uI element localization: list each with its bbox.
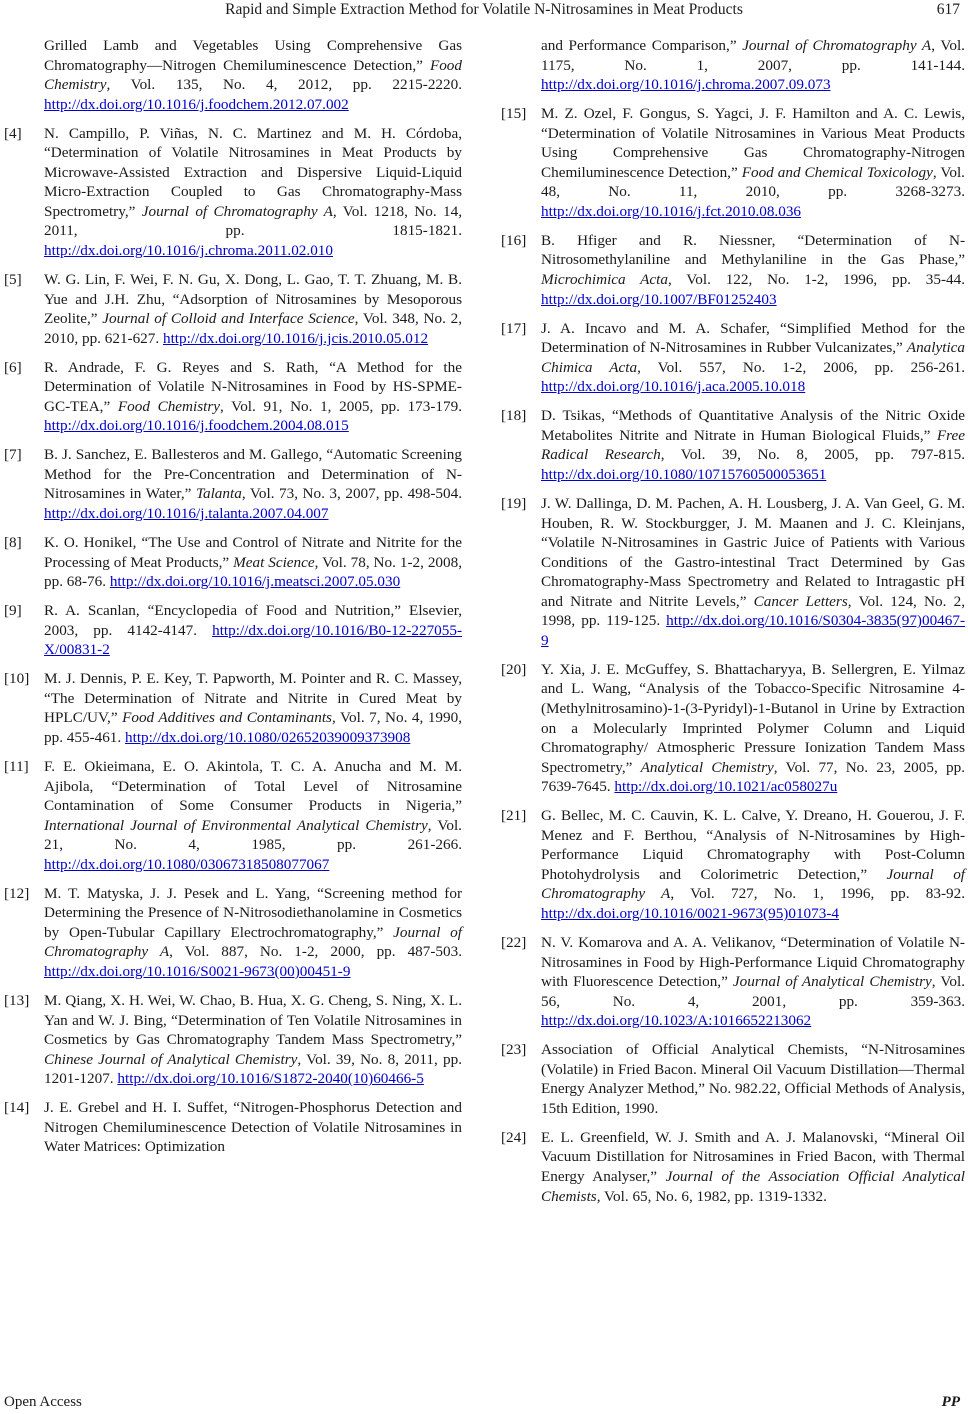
reference-number: [19] — [501, 494, 527, 512]
reference-text: , Vol. 56, No. 4, 2001, pp. 359-363. — [541, 973, 965, 1010]
journal-title: Microchimica Acta — [541, 271, 668, 289]
running-title: Rapid and Simple Extraction Method for Volatile N-Nitrosamines in Meat Products — [225, 1, 743, 18]
reference-text: Association of Official Analytical Chemists, “N-Nitrosamines (Volatile) in Fried Bacon. Mineral Oil Vacuum Distillation—Thermal Energy Analyzer Method,” No. 982.22, Official Methods of Analysis, 15th Edition, 1990. — [541, 1041, 965, 1117]
reference-text: J. E. Grebel and H. I. Suffet, “Nitrogen-Phosphorus Detection and Nitrogen Chemiluminescence Detection of Volatile Nitrosamines in Water Matrices: Optimization — [44, 1099, 462, 1156]
reference-number: [18] — [501, 407, 527, 425]
doi-link[interactable]: http://dx.doi.org/10.1016/j.chroma.2007.09.073 — [541, 76, 831, 94]
running-header — [0, 0, 968, 28]
reference-entry — [4, 124, 462, 261]
reference-entry — [4, 358, 462, 436]
reference-number: [13] — [4, 992, 30, 1010]
reference-text: , Vol. 135, No. 4, 2012, pp. 2215-2220. — [106, 76, 462, 94]
reference-entry — [501, 494, 965, 650]
reference-number: [14] — [4, 1099, 30, 1117]
doi-link[interactable]: http://dx.doi.org/10.1007/BF01252403 — [541, 290, 777, 308]
journal-title: Chinese Journal of Analytical Chemistry — [44, 1050, 298, 1068]
journal-title: Talanta — [195, 485, 242, 503]
reference-text: N. Campillo, P. Viñas, N. C. Martinez and M. H. Córdoba, “Determination of Volatile Nitrosamines in Meat Products by Microwave-Assisted Extraction and Dispersive Liquid-Liquid Micro-Extraction Coupled to Gas Chromatography-Mass Spectrometry,” — [44, 124, 462, 220]
reference-text: , Vol. 727, No. 1, 1996, pp. 83-92. — [670, 885, 965, 903]
reference-text: Grilled Lamb and Vegetables Using Comprehensive Gas Chromatography—Nitrogen Chemiluminescence Detection,” — [44, 37, 462, 74]
reference-number: [20] — [501, 660, 527, 678]
journal-title: Journal of Analytical Chemistry — [732, 973, 932, 991]
reference-entry — [4, 1098, 462, 1157]
reference-number: [5] — [4, 271, 22, 289]
reference-text: , Vol. 39, No. 8, 2005, pp. 797-815. — [660, 446, 965, 464]
reference-text: M. Qiang, X. H. Wei, W. Chao, B. Hua, X. G. Cheng, S. Ning, X. L. Yan and W. J. Bing, “Determination of Ten Volatile Nitrosamines in Cosmetics by Gas Chromatography Tandem Mass Spectrometry,” — [44, 992, 462, 1049]
reference-text: , Vol. 1218, No. 14, 2011, pp. 1815-1821. — [44, 202, 462, 240]
doi-link[interactable]: http://dx.doi.org/10.1016/j.meatsci.2007.05.030 — [109, 573, 401, 591]
reference-text: B. Hfiger and R. Niessner, “Determination of N-Nitrosomethylaniline and Methylaniline in the Gas Phase,” — [541, 231, 965, 269]
journal-title: Journal of Chromatography A — [141, 202, 333, 220]
footer-publisher-logo: PP — [941, 1394, 960, 1410]
reference-text: G. Bellec, M. C. Cauvin, K. L. Calve, Y. Dreano, H. Gouerou, J. F. Menez and F. Berthou, “Analysis of N-Nitrosamines by High-Performance Liquid Chromatography with Post-Column Photohydrolysis and Colorimetric Detection,” — [541, 807, 965, 883]
doi-link[interactable]: http://dx.doi.org/10.1016/S0021-9673(00)00451-9 — [44, 963, 351, 981]
doi-link[interactable]: http://dx.doi.org/10.1016/j.jcis.2010.05.012 — [162, 329, 429, 347]
reference-text: B. J. Sanchez, E. Ballesteros and M. Gallego, “Automatic Screening Method for the Pre-Concentration and Determination of N-Nitrosamines in Water,” — [44, 446, 462, 503]
reference-number: [6] — [4, 358, 22, 376]
reference-text: R. Andrade, F. G. Reyes and S. Rath, “A Method for the Determination of Volatile N-Nitrosamines in Food by HS-SPME-GC-TEA,” — [44, 358, 462, 415]
reference-number: [9] — [4, 602, 22, 620]
doi-link[interactable]: http://dx.doi.org/10.1021/ac058027u — [614, 778, 838, 796]
reference-text: J. A. Incavo and M. A. Schafer, “Simplified Method for the Determination of N-Nitrosamines in Rubber Vulcanizates,” — [541, 319, 965, 357]
reference-text: , Vol. 122, No. 1-2, 1996, pp. 35-44. — [667, 271, 965, 289]
reference-number: [21] — [501, 807, 527, 825]
doi-link[interactable]: http://dx.doi.org/10.1080/10715760500053651 — [541, 465, 827, 483]
reference-number: [4] — [4, 124, 22, 142]
doi-link[interactable]: http://dx.doi.org/10.1080/02652039009373908 — [125, 729, 411, 746]
reference-number: [17] — [501, 319, 527, 337]
reference-entry — [501, 319, 965, 397]
journal-title: Journal of Chromatography A — [44, 923, 462, 961]
reference-text: , Vol. 348, No. 2, 2010, pp. 621-627. — [44, 310, 462, 347]
reference-entry — [501, 104, 965, 221]
reference-number: [10] — [4, 670, 30, 688]
reference-text: W. G. Lin, F. Wei, F. N. Gu, X. Dong, L. Gao, T. T. Zhuang, M. B. Yue and J.H. Zhu, “Adsorption of Nitrosamines by Mesoporous Zeolite,” — [44, 271, 462, 328]
reference-entry — [501, 660, 965, 797]
reference-text: M. J. Dennis, P. E. Key, T. Papworth, M. Pointer and R. C. Massey, “The Determination of Nitrate and Nitrite in Cured Meat by HPLC/UV,” — [44, 670, 462, 727]
reference-text: R. A. Scanlan, “Encyclopedia of Food and Nutrition,” Elsevier, 2003, pp. 4142-4147. — [44, 602, 462, 639]
reference-text: Y. Xia, J. E. McGuffey, S. Bhattacharyya, B. Sellergren, E. Yilmaz and L. Wang, “Analysis of the Tobacco-Specific Nitrosamine 4-(Methylnitrosamino)-1-(3-Pyridyl)-1-Butanol in Urine by Extraction on a Molecularly Imprinted Polymer Column and Liquid Chromatography/ Atmospheric Pressure Ionization Tandem Mass Spectrometry,” — [541, 660, 965, 776]
reference-text: , Vol. 887, No. 1-2, 2000, pp. 487-503. — [169, 943, 462, 961]
reference-entry — [4, 445, 462, 523]
doi-link[interactable]: http://dx.doi.org/10.1016/B0-12-227055-X/00831-2 — [44, 621, 462, 659]
reference-entry — [4, 270, 462, 348]
journal-title: Free Radical Research — [541, 426, 965, 464]
reference-text: and Performance Comparison,” — [541, 37, 743, 54]
journal-title: Analytica Chimica Acta — [541, 339, 965, 376]
doi-link[interactable]: http://dx.doi.org/10.1016/j.aca.2005.10.018 — [541, 378, 806, 396]
reference-text: , Vol. 557, No. 1-2, 2006, pp. 256-261. — [637, 358, 965, 376]
journal-title: Cancer Letters — [753, 592, 848, 610]
journal-title: Analytical Chemistry — [640, 758, 774, 776]
reference-number: [12] — [4, 884, 30, 902]
reference-entry — [501, 1040, 965, 1118]
reference-text: , Vol. 91, No. 1, 2005, pp. 173-179. — [220, 397, 462, 415]
reference-text: K. O. Honikel, “The Use and Control of Nitrate and Nitrite for the Processing of Meat Products,” — [44, 534, 462, 571]
reference-text: , Vol. 48, No. 11, 2010, pp. 3268-3273. — [541, 163, 965, 201]
reference-text: , Vol. 7, No. 4, 1990, pp. 455-461. — [44, 709, 463, 746]
journal-title: Food Chemistry — [44, 56, 462, 94]
references-column-right — [501, 36, 965, 1216]
reference-text: E. L. Greenfield, W. J. Smith and A. J. Malanovski, “Mineral Oil Vacuum Distillation for Nitrosamines in Fried Bacon, with Thermal Energy Analyser,” — [541, 1128, 965, 1185]
reference-text: D. Tsikas, “Methods of Quantitative Analysis of the Nitric Oxide Metabolites Nitrite and Nitrate in Human Biological Fluids,” — [541, 407, 965, 444]
reference-entry — [4, 884, 462, 982]
reference-number: [8] — [4, 534, 22, 552]
doi-link[interactable]: http://dx.doi.org/10.1016/0021-9673(95)01073-4 — [541, 904, 839, 922]
reference-number: [7] — [4, 446, 22, 464]
journal-title: Food Additives and Contaminants — [122, 709, 332, 727]
doi-link[interactable]: http://dx.doi.org/10.1016/S1872-2040(10)60466-5 — [117, 1070, 424, 1088]
reference-number: [15] — [501, 105, 527, 123]
reference-entry — [501, 1128, 965, 1206]
reference-number: [11] — [4, 758, 29, 776]
journal-title: Journal of Chromatography A — [742, 37, 932, 54]
reference-number: [24] — [501, 1128, 527, 1146]
page-number: 617 — [936, 1, 960, 18]
reference-number: [16] — [501, 231, 527, 249]
reference-text: , Vol. 21, No. 4, 1985, pp. 261-266. — [44, 816, 462, 854]
doi-link[interactable]: http://dx.doi.org/10.1023/A:1016652213062 — [541, 1012, 812, 1030]
doi-link[interactable]: http://dx.doi.org/10.1016/S0304-3835(97)00467-9 — [541, 612, 965, 649]
reference-entry — [4, 36, 462, 114]
reference-text: M. Z. Ozel, F. Gongus, S. Yagci, J. F. Hamilton and A. C. Lewis, “Determination of Volatile Nitrosamines in Various Meat Products Using Comprehensive Gas Chromatography-Nitrogen Chemiluminescence Detection,” — [541, 105, 965, 181]
reference-number: [23] — [501, 1041, 527, 1059]
reference-text: , Vol. 124, No. 2, 1998, pp. 119-125. — [541, 592, 965, 630]
journal-title: Food Chemistry — [117, 397, 221, 415]
journal-title: Journal of Chromatography A — [541, 865, 966, 903]
reference-entry — [4, 601, 462, 660]
reference-entry — [501, 933, 965, 1031]
doi-link[interactable]: http://dx.doi.org/10.1016/j.foodchem.2012.07.002 — [44, 95, 349, 113]
reference-entry — [4, 533, 462, 592]
footer-open-access: Open Access — [4, 1394, 82, 1410]
journal-title: Journal of the Association Official Analytical Chemists — [541, 1167, 966, 1205]
journal-title: Journal of Colloid and Interface Science — [102, 310, 355, 328]
reference-text: J. W. Dallinga, D. M. Pachen, A. H. Lousberg, J. A. Van Geel, G. M. Houben, R. W. Stockburgger, J. M. Maanen and J. C. Kleinjans, “Volatile N-Nitrosamines in Gastric Juice of Patients with Various Conditions of the Gastro-intestinal Tract Determined by Gas Chromatography-Mass Spectrometry and Related to Intragastic pH and Nitrate and Nitrite Levels,” — [541, 494, 965, 610]
reference-entry — [501, 806, 965, 923]
reference-text: , Vol. 65, No. 6, 1982, pp. 1319-1332. — [596, 1187, 827, 1205]
doi-link[interactable]: http://dx.doi.org/10.1016/j.chroma.2011.02.010 — [44, 241, 333, 259]
doi-link[interactable]: http://dx.doi.org/10.1016/j.talanta.2007.04.007 — [44, 505, 329, 523]
journal-title: Meat Science — [233, 553, 315, 571]
doi-link[interactable]: http://dx.doi.org/10.1016/j.foodchem.2004.08.015 — [44, 417, 349, 435]
reference-entry — [501, 36, 965, 95]
reference-text: M. T. Matyska, J. J. Pesek and L. Yang, “Screening method for Determining the Presence of N-Nitrosodiethanolamine in Cosmetics by Open-Tubular Capillary Electrochromatography,” — [44, 884, 462, 941]
reference-text: , Vol. 77, No. 23, 2005, pp. 7639-7645. — [541, 758, 965, 796]
reference-number: [22] — [501, 933, 527, 951]
reference-text: , Vol. 78, No. 1-2, 2008, pp. 68-76. — [44, 553, 463, 591]
reference-text: F. E. Okieimana, E. O. Akintola, T. C. A. Anucha and M. M. Ajibola, “Determination of Total Level of Nitrosamine Contamination of Some Consumer Products in Nigeria,” — [44, 758, 462, 815]
reference-text: N. V. Komarova and A. A. Velikanov, “Determination of Volatile N-Nitrosamines in Food by High-Performance Liquid Chromatography with Fluorescence Detection,” — [541, 933, 965, 991]
reference-entry — [501, 406, 965, 484]
reference-text: , Vol. 1175, No. 1, 2007, pp. 141-144. — [541, 37, 965, 74]
reference-entry — [501, 231, 965, 309]
doi-link[interactable]: http://dx.doi.org/10.1016/j.fct.2010.08.036 — [541, 202, 802, 220]
doi-link[interactable]: http://dx.doi.org/10.1080/03067318508077067 — [44, 855, 330, 873]
journal-title: International Journal of Environmental Analytical Chemistry — [44, 816, 428, 834]
reference-entry — [4, 757, 462, 874]
reference-entry — [4, 991, 462, 1089]
journal-title: Food and Chemical Toxicology — [741, 163, 933, 181]
reference-text: , Vol. 73, No. 3, 2007, pp. 498-504. — [241, 485, 462, 503]
references-column-left — [4, 36, 462, 1166]
reference-text: , Vol. 39, No. 8, 2011, pp. 1201-1207. — [44, 1050, 462, 1088]
reference-entry — [4, 669, 462, 747]
